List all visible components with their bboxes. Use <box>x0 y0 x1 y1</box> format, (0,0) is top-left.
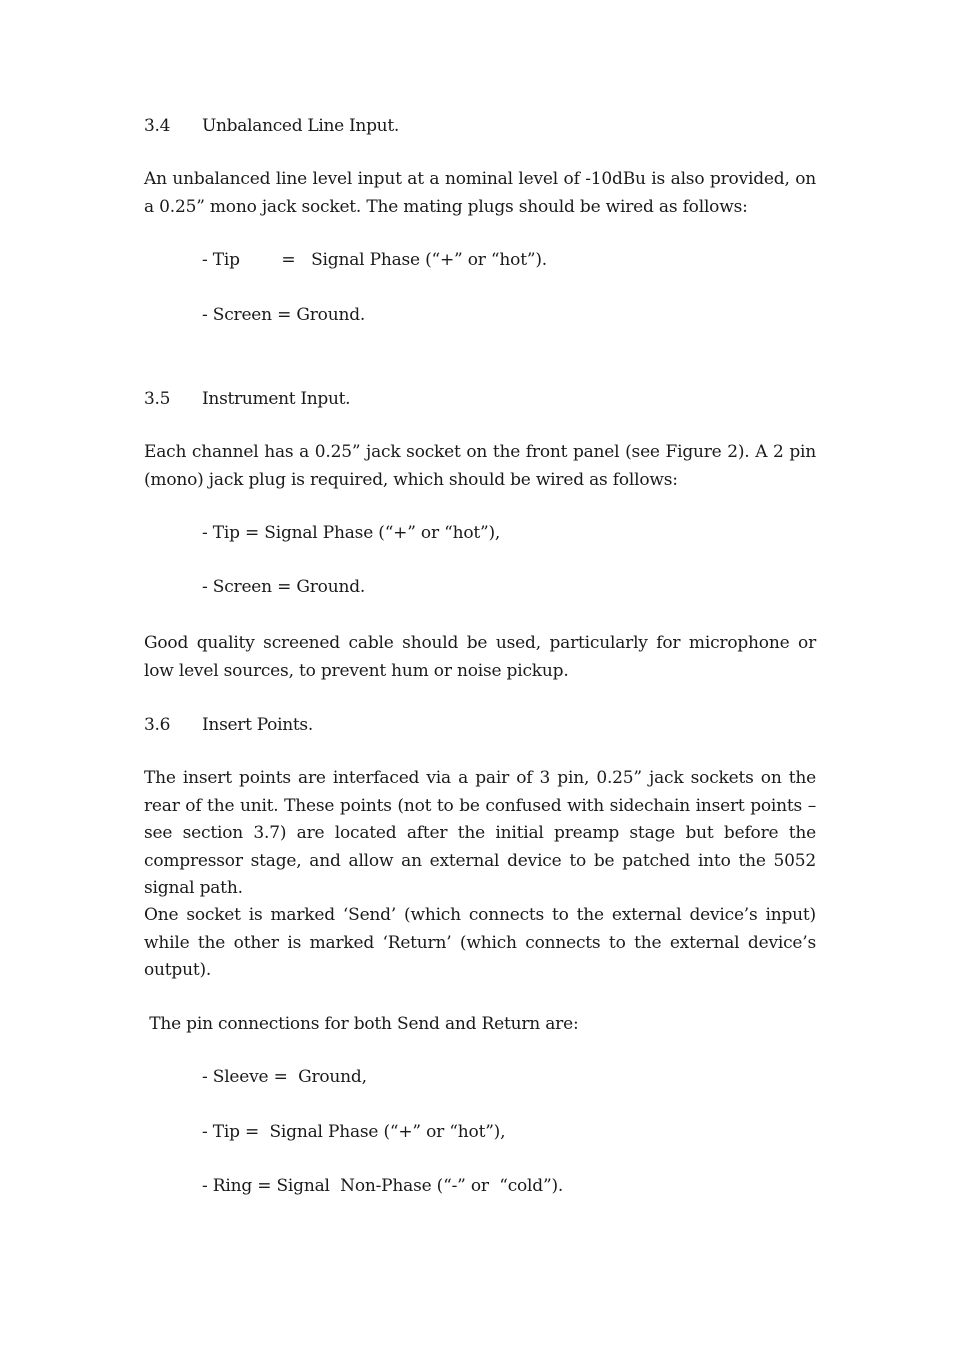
section-number: 3.6 <box>144 715 171 735</box>
section-number: 3.5 <box>144 389 171 409</box>
section-title: Instrument Input. <box>202 389 351 409</box>
wiring-item: - Tip = Signal Phase (“+” or “hot”). <box>202 250 547 270</box>
wiring-item: - Tip = Signal Phase (“+” or “hot”), <box>202 1122 506 1142</box>
wiring-item: - Screen = Ground. <box>202 577 366 597</box>
wiring-item: - Tip = Signal Phase (“+” or “hot”), <box>202 523 501 543</box>
section-paragraph: One socket is marked ‘Send’ (which connects to the external device’s input) while the other is marked ‘Return’ (which connects to the external device’s output). <box>144 905 816 980</box>
wiring-item: - Screen = Ground. <box>202 305 366 325</box>
section-heading-3-5 <box>144 389 350 409</box>
section-paragraph: The pin connections for both Send and Return are: <box>144 1014 579 1034</box>
section-title: Unbalanced Line Input. <box>202 116 399 136</box>
section-title: Insert Points. <box>202 715 313 735</box>
section-paragraph: An unbalanced line level input at a nominal level of -10dBu is also provided, on a 0.25” mono jack socket. The mating plugs should be wired as follows: <box>144 169 816 217</box>
section-paragraph: The insert points are interfaced via a pair of 3 pin, 0.25” jack sockets on the rear of the unit. These points (not to be confused with sidechain insert points – see section 3.7) are located after the initial preamp stage but before the compressor stage, and allow an external device to be patched into the 5052 signal path. <box>144 768 816 898</box>
wiring-item: - Sleeve = Ground, <box>202 1067 367 1087</box>
section-heading-3-4 <box>144 116 399 136</box>
section-paragraph: Good quality screened cable should be used, particularly for microphone or low level sources, to prevent hum or noise pickup. <box>144 633 816 681</box>
section-number: 3.4 <box>144 116 171 136</box>
wiring-item: - Ring = Signal Non-Phase (“-” or “cold”). <box>202 1176 564 1196</box>
section-heading-3-6 <box>144 715 313 735</box>
section-paragraph: Each channel has a 0.25” jack socket on the front panel (see Figure 2). A 2 pin (mono) jack plug is required, which should be wired as follows: <box>144 442 816 490</box>
